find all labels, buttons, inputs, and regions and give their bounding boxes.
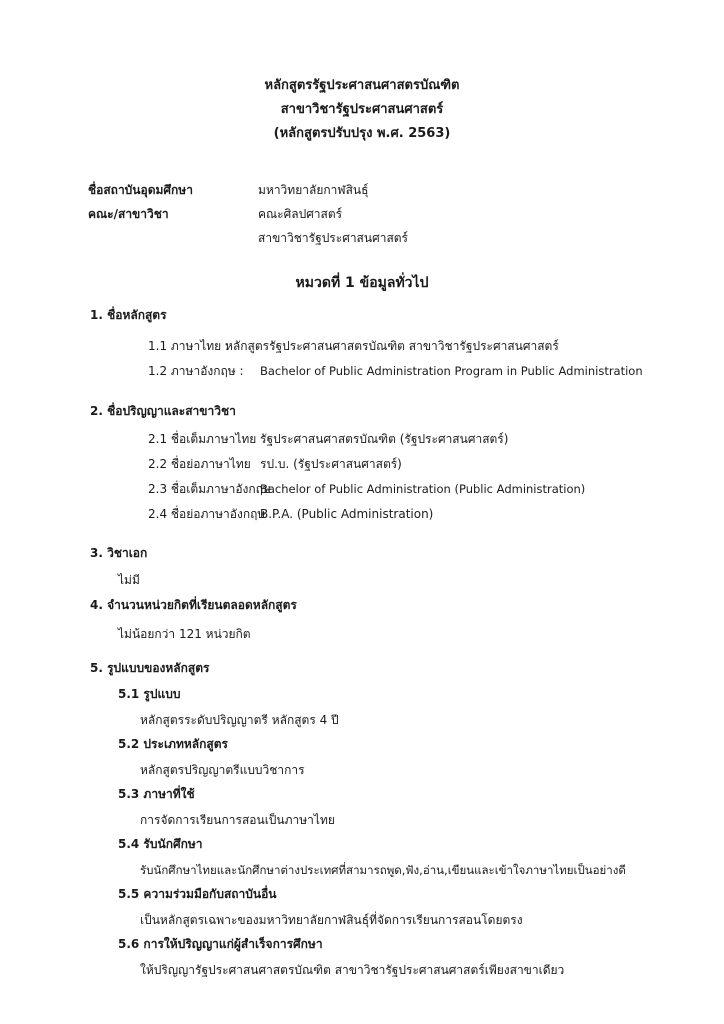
s5-sub6-text: ให้ปริญญารัฐประศาสนศาสตรบัณฑิต สาขาวิชารัฐประศาสนศาสตร์เพียงสาขาเดียว (140, 963, 565, 977)
s2-heading: 2. ชื่อปริญญาและสาขาวิชา (90, 404, 236, 418)
section-title: หมวดที่ 1 ข้อมูลทั่วไป (295, 275, 429, 291)
s1-heading: 1. ชื่อหลักสูตร (90, 308, 167, 322)
faculty-value: คณะศิลปศาสตร์ (258, 207, 343, 221)
s2-item2-label: 2.2 ชื่อย่อภาษาไทย (148, 457, 251, 471)
s5-sub1-text: หลักสูตรระดับปริญญาตรี หลักสูตร 4 ปี (140, 713, 339, 727)
s5-sub4-text: รับนักศึกษาไทยและนักศึกษาต่างประเทศที่สามารถพูด,ฟัง,อ่าน,เขียนและเข้าใจภาษาไทยเป็นอย่างดี (140, 863, 626, 877)
program-value: สาขาวิชารัฐประศาสนศาสตร์ (258, 231, 408, 245)
s2-item4-label: 2.4 ชื่อย่อภาษาอังกฤษ (148, 507, 266, 521)
s1-item2-value: Bachelor of Public Administration Program in Public Administration (260, 364, 643, 378)
s1-item2-label: 1.2 ภาษาอังกฤษ : (148, 364, 244, 378)
s5-sub5-heading: 5.5 ความร่วมมือกับสถาบันอื่น (118, 887, 277, 901)
s5-sub3-heading: 5.3 ภาษาที่ใช้ (118, 787, 195, 801)
s5-sub1-heading: 5.1 รูปแบบ (118, 687, 181, 701)
s5-sub2-heading: 5.2 ประเภทหลักสูตร (118, 737, 228, 751)
s4-heading: 4. จำนวนหน่วยกิตที่เรียนตลอดหลักสูตร (90, 598, 297, 612)
s3-text: ไม่มี (118, 573, 140, 587)
s3-heading: 3. วิชาเอก (90, 546, 148, 560)
s4-text: ไม่น้อยกว่า 121 หน่วยกิต (118, 627, 251, 641)
s5-sub5-text: เป็นหลักสูตรเฉพาะของมหาวิทยาลัยกาฬสินธุ์ที่จัดการเรียนการสอนโดยตรง (140, 913, 523, 927)
s5-sub3-text: การจัดการเรียนการสอนเป็นภาษาไทย (140, 813, 335, 827)
s2-item1-label: 2.1 ชื่อเต็มภาษาไทย (148, 432, 257, 446)
s2-item2-value: รป.บ. (รัฐประศาสนศาสตร์) (260, 457, 402, 471)
faculty-label: คณะ/สาขาวิชา (88, 207, 169, 221)
s2-item4-value: B.P.A. (Public Administration) (260, 507, 434, 521)
institution-value: มหาวิทยาลัยกาฬสินธุ์ (258, 183, 369, 197)
s2-item3-label: 2.3 ชื่อเต็มภาษาอังกฤษ (148, 482, 271, 496)
s2-item1-value: รัฐประศาสนศาสตรบัณฑิต (รัฐประศาสนศาสตร์) (260, 432, 509, 446)
s5-sub4-heading: 5.4 รับนักศึกษา (118, 837, 203, 851)
institution-label: ชื่อสถาบันอุดมศึกษา (88, 183, 193, 197)
s5-sub2-text: หลักสูตรปริญญาตรีแบบวิชาการ (140, 763, 305, 777)
s5-heading: 5. รูปแบบของหลักสูตร (90, 661, 210, 675)
s1-item1-value: หลักสูตรรัฐประศาสนศาสตรบัณฑิต สาขาวิชารัฐประศาสนศาสตร์ (225, 339, 559, 353)
doc-title-line3: (หลักสูตรปรับปรุง พ.ศ. 2563) (273, 126, 451, 141)
doc-title-line1: หลักสูตรรัฐประศาสนศาสตรบัณฑิต (264, 78, 460, 93)
s1-item1-label: 1.1 ภาษาไทย : (148, 339, 230, 353)
s5-sub6-heading: 5.6 การให้ปริญญาแก่ผู้สำเร็จการศึกษา (118, 937, 323, 951)
s2-item3-value: Bachelor of Public Administration (Public Administration) (260, 482, 586, 496)
doc-title-line2: สาขาวิชารัฐประศาสนศาสตร์ (280, 102, 444, 117)
